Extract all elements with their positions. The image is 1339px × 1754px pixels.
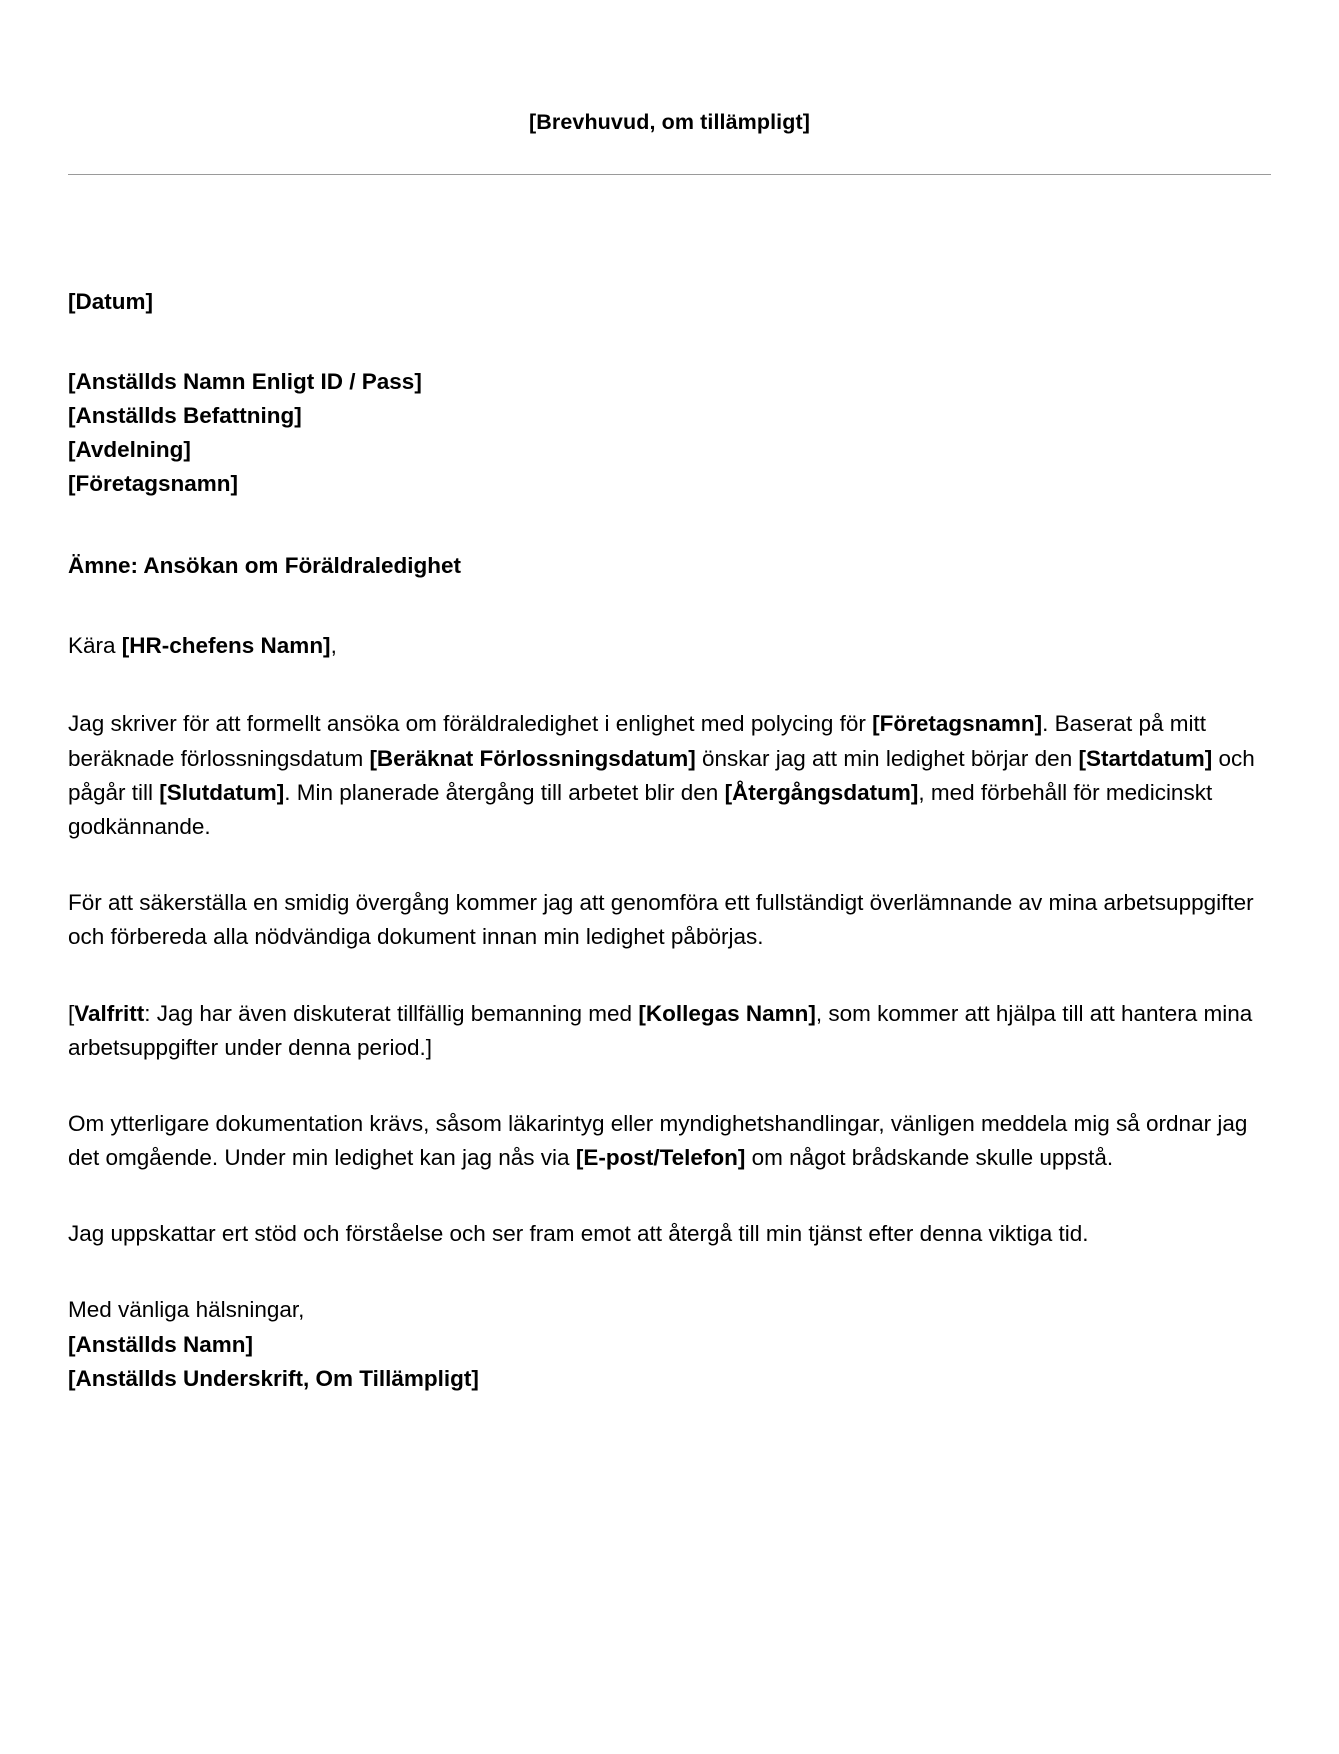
p1-seg1: Jag skriver för att formellt ansöka om föräldraledighet i enlighet med polycing för <box>68 711 873 737</box>
closing-block <box>68 1293 1271 1396</box>
letter-body <box>68 175 1271 1396</box>
p4-seg2: om något brådskande skulle uppstå. <box>745 1145 1114 1171</box>
p4-contact-placeholder: [E-post/Telefon] <box>575 1145 746 1171</box>
subject-line: Ämne: Ansökan om Föräldraledighet <box>68 552 461 578</box>
p1-company-placeholder: [Företagsnamn] <box>872 711 1043 737</box>
p1-seg5: . Min planerade återgång till arbetet blir den <box>284 779 725 805</box>
p1-seg2: . Baserat på mitt beräknade förlossningsdatum <box>68 711 1206 771</box>
paragraph-request <box>68 707 1271 844</box>
recipient-block <box>68 365 1271 502</box>
p3-colleague-placeholder: [Kollegas Namn] <box>638 1000 816 1026</box>
p1-returndate-placeholder: [Återgångsdatum] <box>724 779 919 805</box>
p1-enddate-placeholder: [Slutdatum] <box>159 779 285 805</box>
p1-duedate-placeholder: [Beräknat Förlossningsdatum] <box>369 745 696 771</box>
p1-seg4: och pågår till <box>68 745 1255 805</box>
recipient-line-title: [Anställds Befattning] <box>68 403 302 429</box>
letterhead-title: [Brevhuvud, om tillämpligt] <box>528 110 810 134</box>
date-placeholder: [Datum] <box>68 288 153 314</box>
p1-seg6: , med förbehåll för medicinskt godkännande. <box>68 779 1213 839</box>
p1-startdate-placeholder: [Startdatum] <box>1078 745 1213 771</box>
p3-open-bracket: [ <box>68 1000 75 1026</box>
p1-seg3: önskar jag att min ledighet börjar den <box>695 745 1079 771</box>
paragraph-documentation <box>68 1107 1271 1175</box>
salutation-line <box>68 629 1271 663</box>
paragraph-appreciation: Jag uppskattar ert stöd och förståelse och ser fram emot att återgå till min tjänst efter denna viktiga tid. <box>68 1221 1089 1247</box>
p3-seg3: , som kommer att hjälpa till att hantera mina arbetsuppgifter under denna period.] <box>68 1000 1253 1060</box>
recipient-line-name: [Anställds Namn Enligt ID / Pass] <box>68 368 422 394</box>
p4-seg1: Om ytterligare dokumentation krävs, såsom läkarintyg eller myndighetshandlingar, vänligen meddela mig så ordnar jag det omgående. Under min ledighet kan jag nås via <box>68 1110 1248 1171</box>
closing-employee-name: [Anställds Namn] <box>68 1331 254 1357</box>
closing-signature-placeholder: [Anställds Underskrift, Om Tillämpligt] <box>68 1365 479 1391</box>
paragraph-optional-cover <box>68 997 1271 1065</box>
closing-salutation: Med vänliga hälsningar, <box>68 1297 305 1323</box>
salutation-lead: Kära <box>68 632 122 658</box>
salutation-name-placeholder: [HR-chefens Namn] <box>121 632 331 658</box>
paragraph-handover: För att säkerställa en smidig övergång kommer jag att genomföra ett fullständigt överlämnande av mina arbetsuppgifter och förbereda alla nödvändiga dokument innan min ledighet påbörjas. <box>68 890 1254 950</box>
recipient-line-department: [Avdelning] <box>68 437 191 463</box>
p3-optional-label: Valfritt <box>74 1000 145 1026</box>
p3-seg2: : Jag har även diskuterat tillfällig bemanning med <box>144 1000 639 1026</box>
salutation-comma: , <box>330 632 337 658</box>
recipient-line-company: [Företagsnamn] <box>68 471 239 497</box>
